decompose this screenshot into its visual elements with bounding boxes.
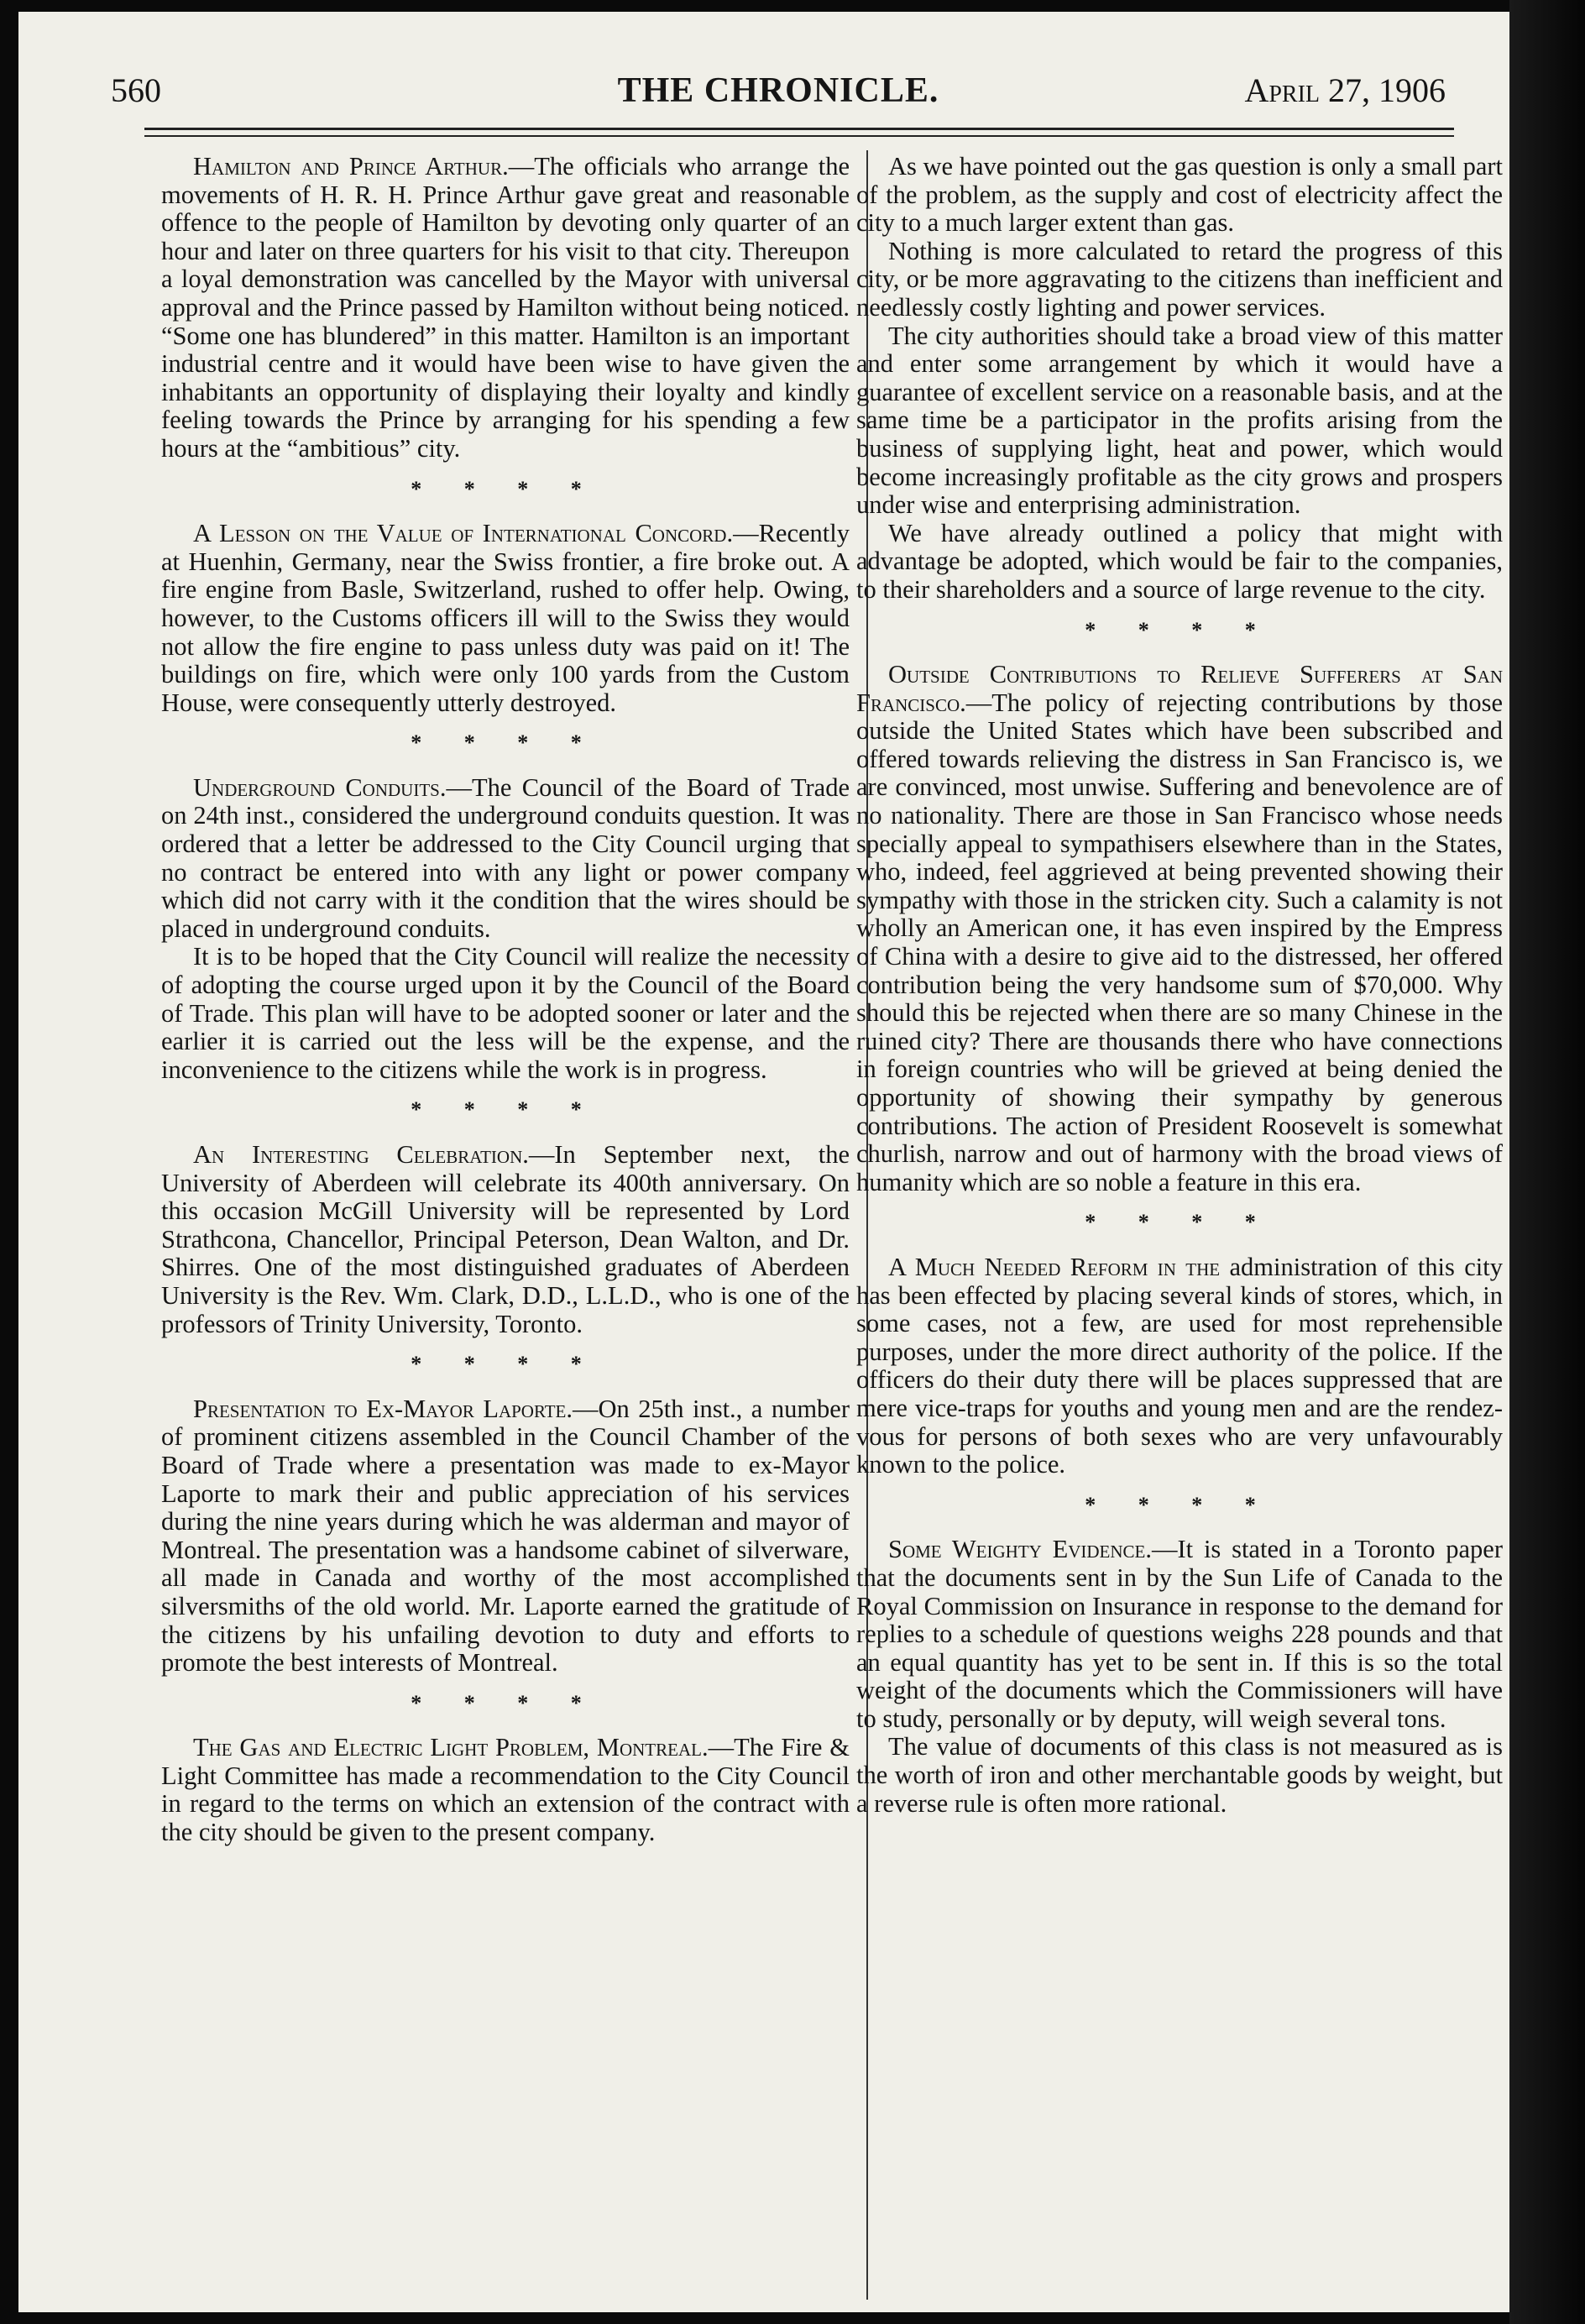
section-separator: * * * * — [1085, 1210, 1274, 1235]
article-text: As we have pointed out the gas question is only a small part of the problem, as the supply and cost of electricity affect the city to a much larger extent than gas. — [856, 152, 1503, 238]
newspaper-page — [18, 12, 1555, 2312]
section-separator: * * * * — [411, 730, 600, 756]
article-gas-cont-4 — [856, 520, 1503, 605]
article-heading: Hamilton and Prince Arthur.— — [193, 152, 535, 181]
article-text: administration of this city has been effected by placing several kinds of stores, which, in some cases, not a few, are used for most reprehensible purposes, under the more direct authority of the police. If the officers do their duty there will be places suppressed that are mere vice-traps for youths and young men and are the rendez-vous for persons of both sexes who are very unfavourably known to the police. — [856, 1252, 1503, 1479]
article-text: The Council of the Board of Trade on 24th inst., considered the underground conduits question. It was ordered that a letter be addressed to the City Council urging that no contract be entered into with any light or power company which did not carry with it the condition that the wires should be placed in underground conduits. — [161, 772, 850, 943]
book-binding-edge — [1509, 0, 1585, 2324]
page-title: THE CHRONICLE. — [617, 71, 939, 110]
article-gas-cont-2 — [856, 238, 1503, 322]
article-heading: Underground Conduits.— — [193, 772, 472, 802]
article-heading: An Interesting Celebration.— — [193, 1140, 555, 1169]
section-separator: * * * * — [1085, 1492, 1274, 1517]
article-heading: The Gas and Electric Light Problem, Montreal.— — [193, 1733, 735, 1762]
article-text: The city authorities should take a broad view of this matter and enter some arrangement by which it would have a guarantee of excellent service on a reasonable basis, and at the same time be a participator in the profits arising from the business of supplying light, heat and power, which would become increasingly profitable as the city grows and prospers under wise and enterprising administration. — [856, 321, 1503, 520]
article-gas-cont-1 — [856, 153, 1503, 238]
article-heading: A Much Needed Reform in the — [888, 1252, 1230, 1281]
article-heading: A Lesson on the Value of International Concord.— — [193, 519, 759, 548]
right-column — [856, 153, 1503, 1818]
article-heading: Some Weighty Evidence.— — [888, 1535, 1178, 1564]
header-rule — [144, 128, 1454, 130]
article-reform — [856, 1254, 1503, 1479]
article-heading: Presentation to Ex-Mayor Laporte.— — [193, 1394, 599, 1423]
article-gas-cont-3 — [856, 322, 1503, 520]
article-text: The policy of rejecting contributions by those outside the United States which have been subscribed and offered towards relieving the distress in San Francisco is, we are convinced, most unwise. Suffering and benevolence are of no nationality. There are those in San Francisco whose needs specially appeal to sympathisers elsewhere than in the States, who, indeed, feel aggrieved at being prevented showing their sympathy with those in the stricken city. Such a calamity is not wholly an American one, it has even inspired by the Empress of China with a desire to give aid to the distressed, her offered contribution being the very handsome sum of $70,000. Why should this be rejected when there are so many Chinese in the ruined city? There are thousands there who have connections in foreign countries who will be grieved at being denied the opportunity of showing their sympathy by generous contributions. The action of President Roosevelt is somewhat churlish, narrow and out of harmony with the broad views of humanity which are so noble a feature in this era. — [856, 688, 1503, 1196]
article-conduits — [161, 774, 850, 944]
article-text: On 25th inst., a number of prominent citizens assembled in the Council Chamber of the Board of Trade where a presentation was made to ex-Mayor Laporte to mark their and public appreciation of his services during the nine years during which he was alderman and mayor of Montreal. The presentation was a handsome cabinet of silverware, all made in Canada and worthy of the most accomplished silversmiths of the old world. Mr. Laporte earned the gratitude of the citizens by his unfailing devotion to duty and efforts to promote the best interests of Montreal. — [161, 1394, 850, 1678]
article-text: It is to be hoped that the City Council will realize the necessity of adopting the course urged upon it by the Council of the Board of Trade. This plan will have to be adopted sooner or later and the earlier it is carried out the less will be the expense, and the inconvenience to the citizens while the work is in progress. — [161, 942, 850, 1084]
left-column — [161, 153, 850, 1847]
article-text: The value of documents of this class is not measured as is the worth of iron and other merchantable goods by weight, but a reverse rule is often more rational. — [856, 1732, 1503, 1818]
article-text: In September next, the University of Aberdeen will celebrate its 400th anniversary. On this occasion McGill University will be represented by Lord Strathcona, Chancellor, Principal Peterson, Dean Walton, and Dr. Shirres. One of the most distinguished graduates of Aberdeen University is the Rev. Wm. Clark, D.D., L.L.D., who is one of the professors of Trinity University, Toronto. — [161, 1140, 850, 1338]
article-lesson — [161, 520, 850, 717]
article-gas-electric — [161, 1734, 850, 1846]
article-weighty-evidence — [856, 1536, 1503, 1733]
article-text: The officials who arrange the movements of H. R. H. Prince Arthur gave great and reasonable offence to the people of Hamilton by devoting only quarter of an hour and later on three quarters for his visit to that city. Thereupon a loyal demonstration was cancelled by the Mayor with universal approval and the Prince passed by Hamilton without being noticed. “Some one has blundered” in this matter. Hamilton is an important industrial centre and it would have been wise to have given the inhabitants an opportunity of displaying their loyalty and kindly feeling towards the Prince by arranging for his spending a few hours at the “ambitious” city. — [161, 152, 850, 463]
section-separator: * * * * — [411, 476, 600, 501]
page-header — [111, 62, 1446, 121]
article-text: Recently at Huenhin, Germany, near the Swiss frontier, a fire broke out. A fire engine from Basle, Switzerland, rushed to offer help. Owing, however, to the Customs officers ill will to the Swiss they would not allow the fire engine to pass unless duty was paid on it! The buildings on fire, which were only 100 yards from the Custom House, were consequently utterly destroyed. — [161, 519, 850, 717]
article-conduits-cont — [161, 943, 850, 1084]
article-heading: Outside Contributions to Relieve Sufferers at San Francisco.— — [856, 660, 1503, 717]
article-san-francisco — [856, 661, 1503, 1196]
article-text: Nothing is more calculated to retard the progress of this city, or be more aggravating to the citizens than inefficient and needlessly costly lighting and power services. — [856, 236, 1503, 322]
article-hamilton — [161, 153, 850, 463]
section-separator: * * * * — [411, 1097, 600, 1123]
article-celebration — [161, 1141, 850, 1338]
article-weighty-cont — [856, 1733, 1503, 1818]
article-text: We have already outlined a policy that might with advantage be adopted, which would be fair to the companies, to their shareholders and a source of large revenue to the city. — [856, 518, 1503, 604]
page-number: 560 — [111, 71, 161, 109]
section-separator: * * * * — [411, 1352, 600, 1377]
article-laporte — [161, 1395, 850, 1678]
section-separator: * * * * — [1085, 617, 1274, 642]
article-text: The Fire & Light Committee has made a recommendation to the City Council in regard to the terms on which an extension of the contract with the city should be given to the present company. — [161, 1733, 850, 1847]
article-text: It is stated in a Toronto paper that the documents sent in by the Sun Life of Canada to the Royal Commission on Insurance in response to the demand for replies to a schedule of questions weighs 228 pounds and that an equal quantity has yet to be sent in. If this is so the total weight of the documents which the Commissioners will have to study, personally or by deputy, will weigh several tons. — [856, 1535, 1503, 1733]
section-separator: * * * * — [411, 1690, 600, 1715]
header-rule-thin — [144, 135, 1454, 137]
page-date: April 27, 1906 — [1244, 71, 1446, 109]
